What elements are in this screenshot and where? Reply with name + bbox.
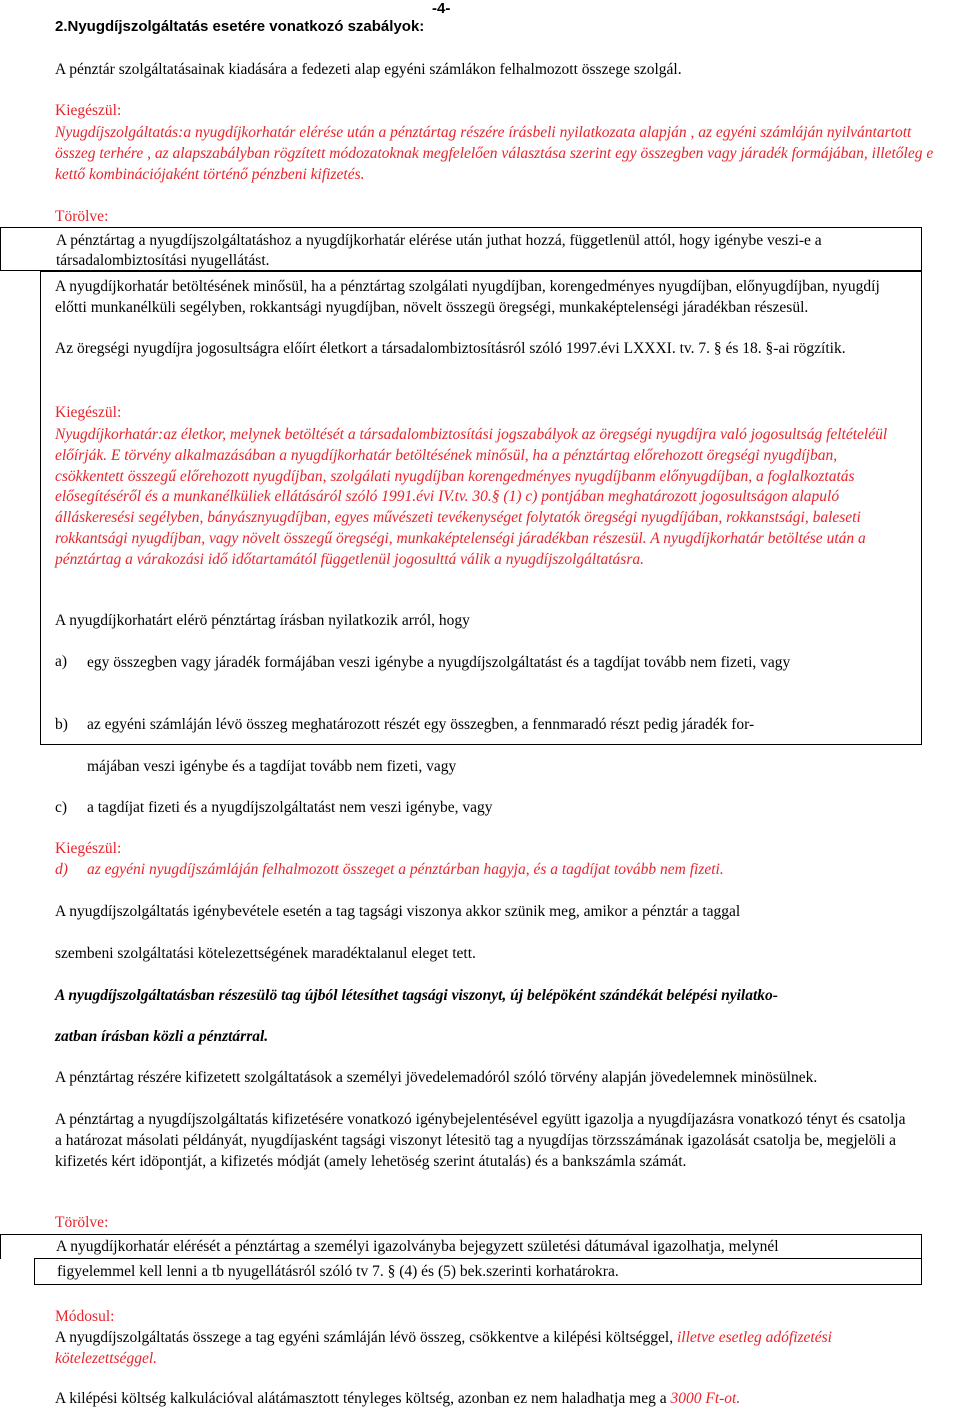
supplement-text-retirement-age: Nyugdíjkorhatár:az életkor, melynek betöltését a társadalombiztosítási jogszabályok az öregségi nyugdíjra való jogosultság feltételéül előírják. E törvény alkalmazásában a nyugdíjkorhatár betöltésének minősül, ha a pénztártag előrehozott öregségi nyugdíjban, csökkentett összegű előrehozott nyugdíjban, szolgálati nyugdíjban korengedményes nyugdíjbanm előnyugdíjban, a foglalkoztatás elősegítéséről és a munkanélküliek ellátásáról szóló 1991.évi IV.tv. 30.§ (1) c) pontjában meghatározott jogosultságon alapuló álláskeresési segélyben, bányásznyugdíjban, egyes művészeti tevékenységet folytatók öregségi nyugdíjában, rokkanstsági, baleseti rokkantsági nyugdíjban, vagy növelt összegű öregségi, munkaképtelenségi járadékban részesül. A nyugdíjkorhatár betöltése után a pénztártag a várakozási idő időtartamától függetlenül jogosulttá válik a nyugdíjszolgáltatásra. — [55, 426, 888, 568]
deleted-label: Törölve: — [55, 208, 109, 225]
deleted-box-2a — [0, 1234, 922, 1259]
list-item-c: a tagdíjat fizeti és a nyugdíjszolgáltatást nem veszi igénybe, vagy — [87, 799, 493, 816]
modified-label: Módosul: — [55, 1308, 115, 1325]
supplement-text-pension-service: Nyugdíjszolgáltatás:a nyugdíjkorhatár elérése után a pénztártag részére írásbeli nyilatkozata alapján , az egyéni számláján nyilvántartott összeg terhére , az alapszabályban rögzített módozatoknak megfelelően választása szerint egy összegben vagy járadék formájában, illetőleg e kettő kombinációjaként történő pénzbeni kifizetés. — [55, 124, 934, 183]
supplement-label: Kiegészül: — [55, 404, 122, 421]
supplement-label: Kiegészül: — [55, 840, 122, 857]
service-amount-text: A nyugdíjszolgáltatás összege a tag egyéni számláján lévö összeg, csökkentve a kilépési költséggel, — [55, 1329, 677, 1346]
paragraph-income: A pénztártag részére kifizetett szolgáltatások a személyi jövedelemadóról szóló törvény alapján jövedelemnek minösülnek. — [55, 1069, 818, 1086]
deleted-box-2b — [34, 1258, 922, 1285]
paragraph-proof: A pénztártag a nyugdíjszolgáltatás kifizetésére vonatkozó igénybejelentésével együtt igazolja a nyugdíjazásra vonatkozó tényt és csatolja a határozat másolati példányát, nyugdíjasként tagsági viszonyt létesitö tag a nyugdíjas törzsszámának igazolását csatolja be, megjelöli a kifizetés kért idöpontját, a kifizetés módját (amely lehetöség szerint átutalás) és a bankszámla számát. — [55, 1111, 906, 1170]
list-item-d: az egyéni nyugdíjszámláján felhalmozott összeget a pénztárban hagyja, és a tagdíjat tovább nem fizeti. — [87, 861, 724, 878]
deleted-box-1 — [0, 227, 922, 271]
exit-cost-text: A kilépési költség kalkulációval alátámasztott tényleges költség, azonban ez nem haladhatja meg a — [55, 1390, 671, 1407]
list-item-b-line-1: az egyéni számláján lévö összeg meghatározott részét egy összegben, a fennmaradó részt pedig járadék for- — [87, 716, 755, 733]
paragraph-exit-cost — [55, 1389, 955, 1410]
list-marker-b: b) — [55, 716, 68, 733]
deleted-label: Törölve: — [55, 1214, 109, 1231]
list-marker-a: a) — [55, 653, 68, 670]
paragraph-rejoin-line-1: A nyugdíjszolgáltatásban részesülö tag újból létesíthet tagsági viszonyt, új belépöként szándékát belépési nyilatko- — [55, 987, 778, 1004]
list-marker-c: c) — [55, 799, 68, 816]
paragraph-service-amount — [55, 1328, 895, 1370]
paragraph-declaration: A nyugdíjkorhatárt elérö pénztártag írásban nyilatkozik arról, hogy — [55, 612, 470, 629]
deleted-text-1: A pénztártag a nyugdíjszolgáltatáshoz a nyugdíjkorhatár elérése után juthat hozzá, függetlenül attól, hogy igénybe veszi-e a társadalombiztosítási nyugellátást. — [56, 232, 822, 269]
list-marker-d: d) — [55, 861, 68, 878]
list-item-a: egy összegben vagy járadék formájában veszi igénybe a nyugdíjszolgáltatást és a tagdíjat tovább nem fizeti, vagy — [87, 654, 791, 671]
supplement-label: Kiegészül: — [55, 102, 122, 119]
paragraph-rejoin-line-2: zatban írásban közli a pénztárral. — [55, 1028, 269, 1045]
page-number: -4- — [432, 0, 451, 17]
paragraph-funding: A pénztár szolgáltatásainak kiadására a fedezeti alap egyéni számlákon felhalmozott összege szolgál. — [55, 61, 682, 78]
section-heading: 2.Nyugdíjszolgáltatás esetére vonatkozó szabályok: — [55, 18, 425, 35]
exit-cost-inserted-amount: 3000 Ft-ot. — [670, 1390, 741, 1407]
paragraph-membership-line-2: szembeni szolgáltatási kötelezettségének maradéktalanul eleget tett. — [55, 945, 476, 962]
box-text-old-age-pension: Az öregségi nyugdíjra jogosultságra előírt életkort a társadalombiztosításról szóló 1997.évi LXXXI. tv. 7. § és 18. §-ai rögzítik. — [55, 340, 846, 357]
box-text-retirement-age: A nyugdíjkorhatár betöltésének minősül, ha a pénztártag szolgálati nyugdíjban, korengedményes nyugdíjban, előnyugdíjban, nyugdíj előtti munkanélküli segélyben, rokkantsági nyugdíjban, növelt összegü öregségi, munkaképtelenségi járadékban részesül. — [55, 278, 880, 316]
deleted-text-2b: figyelemmel kell lenni a tb nyugellátásról szóló tv 7. § (4) és (5) bek.szerinti korhatárokra. — [57, 1263, 619, 1280]
list-item-b-line-2: májában veszi igénybe és a tagdíjat tovább nem fizeti, vagy — [87, 758, 457, 775]
deleted-text-2a: A nyugdíjkorhatár elérését a pénztártag a személyi igazolványba bejegyzett születési dátumával igazolhatja, melynél — [56, 1238, 779, 1255]
paragraph-membership-line-1: A nyugdíjszolgáltatás igénybevétele esetén a tag tagsági viszonya akkor szünik meg, amikor a pénztár a taggal — [55, 903, 741, 920]
service-amount-inserted-text: illetve esetleg adófizetési kötelezettséggel. — [55, 1329, 832, 1367]
